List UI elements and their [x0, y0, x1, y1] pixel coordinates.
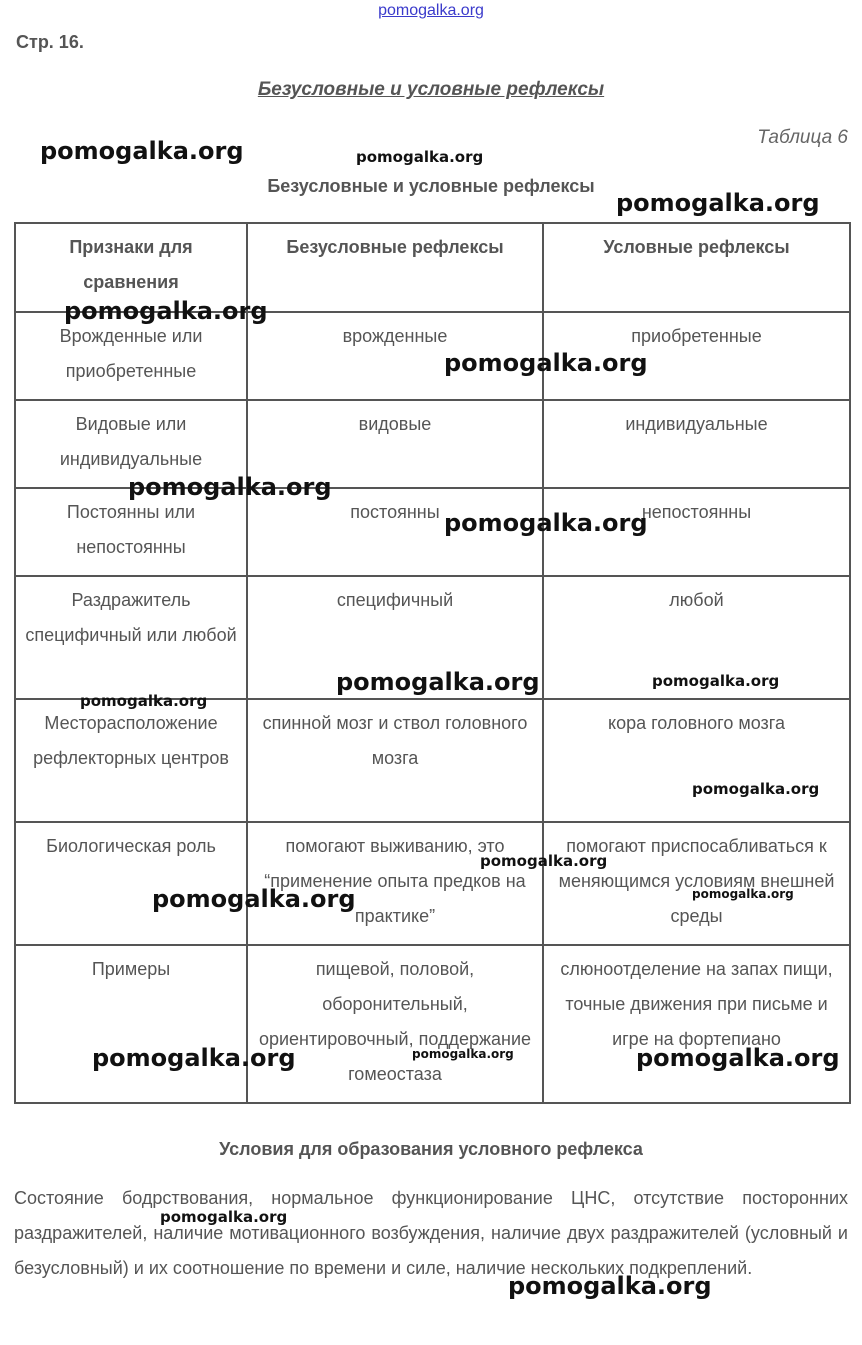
watermark: pomogalka.org [160, 1208, 288, 1226]
table-cell: Примеры [15, 945, 247, 1103]
table-row [15, 699, 850, 822]
table-cell: слюноотделение на запах пищи, точные движения при письме и игре на фортепиано [543, 945, 850, 1103]
watermark: pomogalka.org [636, 1044, 840, 1072]
watermark: pomogalka.org [356, 148, 484, 166]
table-cell: пищевой, половой, оборонительный, ориентировочный, поддержание гомеостаза [247, 945, 543, 1103]
watermark: pomogalka.org [80, 692, 208, 710]
table-cell: Врожденные или приобретенные [15, 312, 247, 400]
watermark: pomogalka.org [692, 887, 794, 901]
table-cell: врожденные [247, 312, 543, 400]
table-cell: индивидуальные [543, 400, 850, 488]
table-cell: Постоянны или непостоянны [15, 488, 247, 576]
watermark: pomogalka.org [336, 668, 540, 696]
watermark: pomogalka.org [92, 1044, 296, 1072]
column-header: Безусловные рефлексы [247, 223, 543, 312]
table-cell: Биологическая роль [15, 822, 247, 945]
watermark: pomogalka.org [616, 189, 820, 217]
watermark: pomogalka.org [652, 672, 780, 690]
watermark: pomogalka.org [128, 473, 332, 501]
table-row [15, 822, 850, 945]
table-cell: постоянны [247, 488, 543, 576]
table-title: Безусловные и условные рефлексы [267, 176, 595, 196]
watermark: pomogalka.org [480, 852, 608, 870]
table-cell: спинной мозг и ствол головного мозга [247, 699, 543, 822]
table-cell: видовые [247, 400, 543, 488]
table-cell: любой [543, 576, 850, 699]
site-link[interactable]: pomogalka.org [378, 2, 484, 19]
watermark: pomogalka.org [692, 780, 820, 798]
watermark: pomogalka.org [64, 297, 268, 325]
table-cell: кора головного мозга [543, 699, 850, 822]
table-cell: непостоянны [543, 488, 850, 576]
table-cell: помогают выживанию, это “применение опыта предков на практике” [247, 822, 543, 945]
table-cell: приобретенные [543, 312, 850, 400]
watermark: pomogalka.org [412, 1047, 514, 1061]
watermark: pomogalka.org [444, 509, 648, 537]
watermark: pomogalka.org [444, 349, 648, 377]
column-header: Признаки для сравнения [15, 223, 247, 312]
table-row [15, 488, 850, 576]
page-number: Стр. 16. [16, 32, 84, 52]
table-cell: Месторасположение рефлекторных центров [15, 699, 247, 822]
table-row [15, 312, 850, 400]
watermark: pomogalka.org [508, 1272, 712, 1300]
watermark: pomogalka.org [40, 137, 244, 165]
table-cell: Раздражитель специфичный или любой [15, 576, 247, 699]
section-paragraph: Состояние бодрствования, нормальное функционирование ЦНС, отсутствие посторонних раздражителей, наличие мотивационного возбуждения, наличие двух раздражителей (условный и безусловный) и их соотношение по времени и силе, наличие нескольких подкреплений. [14, 1188, 848, 1278]
reflex-comparison-table [14, 222, 851, 1104]
column-header: Условные рефлексы [543, 223, 850, 312]
table-label: Таблица 6 [757, 127, 848, 148]
section-title: Условия для образования условного рефлекса [219, 1139, 643, 1159]
table-cell: специфичный [247, 576, 543, 699]
watermark: pomogalka.org [152, 885, 356, 913]
table-cell: Видовые или индивидуальные [15, 400, 247, 488]
page-heading: Безусловные и условные рефлексы [257, 79, 605, 100]
table-row [15, 945, 850, 1103]
table-cell: помогают приспосабливаться к меняющимся условиям внешней среды [543, 822, 850, 945]
